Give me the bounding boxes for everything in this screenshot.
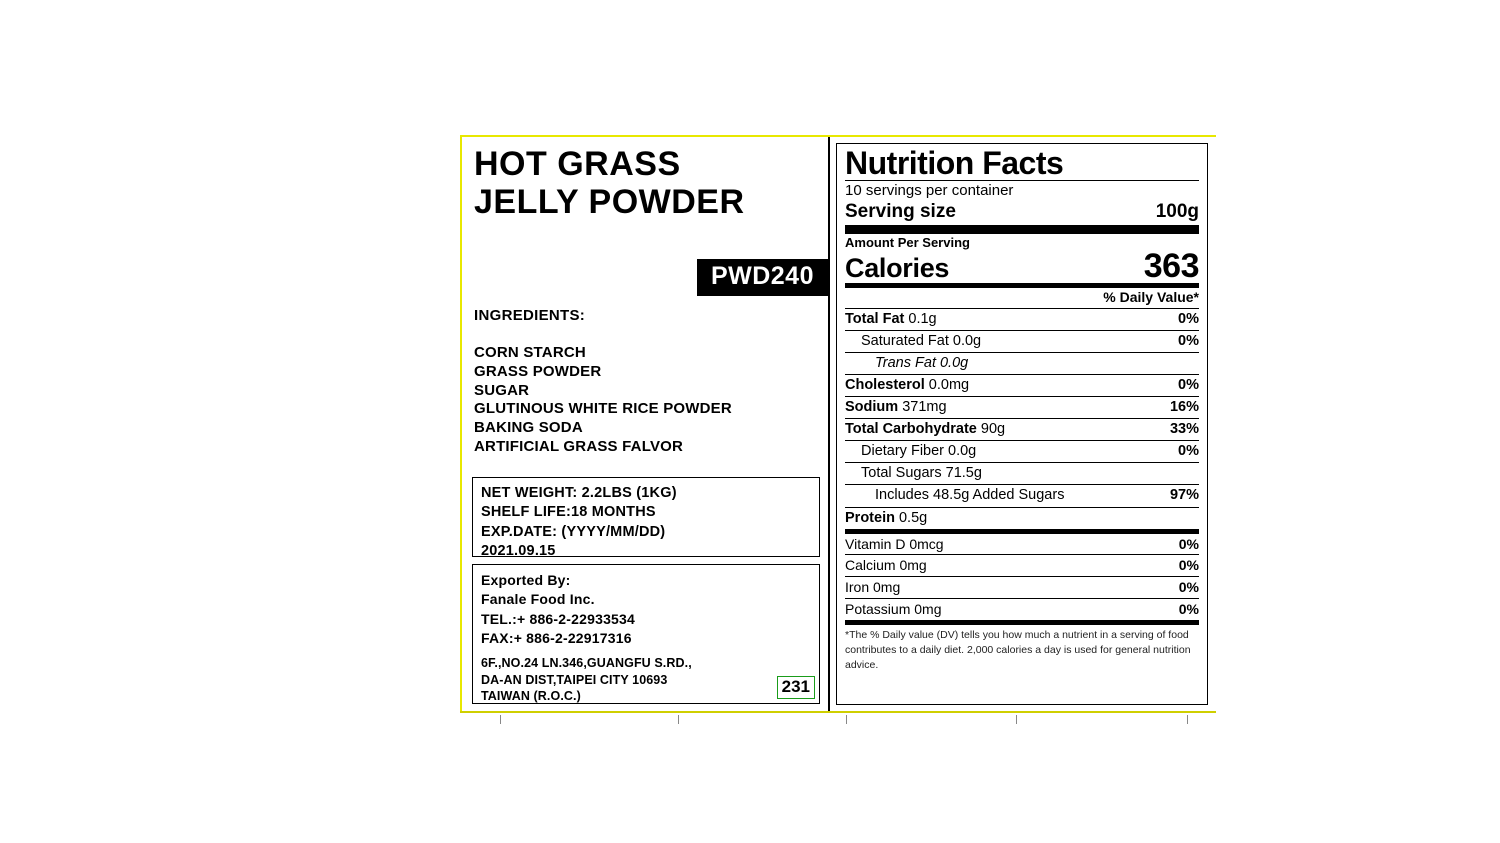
nutrient-amount: 0.0mg xyxy=(928,376,970,393)
list-item: GRASS POWDER xyxy=(474,362,602,380)
product-title-line-2: JELLY POWDER xyxy=(474,183,745,222)
vitamin-name: Calcium 0mg xyxy=(845,557,927,574)
list-item: ARTIFICIAL GRASS FALVOR xyxy=(474,437,684,455)
vitamin-row xyxy=(845,576,1199,598)
nutrient-row xyxy=(845,352,1199,374)
nutrient-name: Protein xyxy=(845,509,895,526)
exporter-address xyxy=(481,655,811,704)
nutrient-row xyxy=(845,374,1199,396)
nutrient-row xyxy=(845,308,1199,330)
product-title-line-1: HOT GRASS xyxy=(474,145,681,183)
nutrient-name: Saturated Fat 0.0g xyxy=(861,332,982,349)
nutrient-row xyxy=(845,330,1199,352)
calories-label: Calories xyxy=(845,253,950,284)
net-weight-line: NET WEIGHT: 2.2LBS (1KG) xyxy=(481,485,677,501)
nutrient-name: Includes 48.5g Added Sugars xyxy=(875,487,1065,504)
nutrient-daily-value: 0% xyxy=(1178,443,1199,460)
vitamin-name: Vitamin D 0mcg xyxy=(845,535,944,552)
exp-date-value-line: 2021.09.15 xyxy=(481,542,556,559)
address-line: DA-AN DIST,TAIPEI CITY 10693 xyxy=(481,672,668,687)
nutrient-daily-value: 0% xyxy=(1178,310,1199,327)
amount-per-serving-label: Amount Per Serving xyxy=(845,234,970,250)
nutrient-daily-value: 0% xyxy=(1178,376,1199,393)
daily-value-footnote: *The % Daily value (DV) tells you how much a nutrient in a serving of food contributes to a daily diet. 2,000 calories a day is used for general nutrition advice. xyxy=(845,620,1199,673)
nutrient-row xyxy=(845,396,1199,418)
nutrient-name: Sodium xyxy=(845,399,899,416)
nutrient-daily-value: 33% xyxy=(1169,421,1199,438)
nutrient-row xyxy=(845,440,1199,462)
nutrient-name: Cholesterol xyxy=(845,376,925,393)
nutrient-row xyxy=(845,462,1199,484)
exporter-tel: TEL.:+ 886-2-22933534 xyxy=(481,610,636,627)
address-line: TAIWAN (R.O.C.) xyxy=(481,688,581,703)
exporter-box xyxy=(472,564,820,704)
page-title xyxy=(474,145,830,221)
nutrition-facts-panel xyxy=(830,137,1214,711)
exporter-fax: FAX:+ 886-2-22917316 xyxy=(481,629,632,646)
vitamin-row xyxy=(845,554,1199,576)
nutrition-facts-title: Nutrition Facts xyxy=(845,145,1064,181)
vitamin-daily-value: 0% xyxy=(1178,557,1199,574)
serving-size-label: Serving size xyxy=(845,200,956,222)
nutrient-amount: 90g xyxy=(980,421,1006,438)
nutrient-daily-value: 16% xyxy=(1169,399,1199,416)
calories-value: 363 xyxy=(1143,247,1199,286)
net-weight-box xyxy=(472,477,820,557)
list-item: GLUTINOUS WHITE RICE POWDER xyxy=(474,400,732,418)
nutrient-daily-value: 0% xyxy=(1178,332,1199,349)
label-left-panel xyxy=(462,137,830,711)
serving-size-row xyxy=(845,201,1199,223)
vitamin-row xyxy=(845,534,1199,555)
nutrient-name: Trans Fat 0.0g xyxy=(875,354,969,371)
nutrient-row xyxy=(845,507,1199,529)
shelf-life-line: SHELF LIFE:18 MONTHS xyxy=(481,504,656,521)
list-item: CORN STARCH xyxy=(474,344,586,361)
label-tick-marks xyxy=(460,713,1216,727)
vitamin-daily-value: 0% xyxy=(1178,579,1199,596)
sku-badge: PWD240 xyxy=(697,259,828,296)
exporter-company: Fanale Food Inc. xyxy=(481,591,595,608)
nutrient-amount: 0.1g xyxy=(908,310,937,327)
nutrient-name: Total Carbohydrate xyxy=(845,421,977,438)
nutrient-name: Total Sugars 71.5g xyxy=(861,465,982,482)
nutrient-amount: 0.5g xyxy=(898,509,928,526)
nutrient-amount: 371mg xyxy=(902,399,947,416)
product-label xyxy=(460,135,1216,715)
servings-per-container: 10 servings per container xyxy=(845,181,1014,199)
lot-code-badge: 231 xyxy=(777,676,815,699)
ingredients-list xyxy=(474,344,732,457)
nutrient-name: Dietary Fiber 0.0g xyxy=(861,443,977,460)
serving-size-value: 100g xyxy=(1155,200,1199,222)
vitamin-name: Iron 0mg xyxy=(845,579,901,596)
calories-row xyxy=(845,247,1199,286)
nutrient-daily-value: 97% xyxy=(1169,487,1199,504)
vitamin-row xyxy=(845,598,1199,620)
nutrient-name: Total Fat xyxy=(845,310,905,327)
address-line: 6F.,NO.24 LN.346,GUANGFU S.RD., xyxy=(481,656,692,671)
list-item: SUGAR xyxy=(474,381,530,399)
nutrient-row xyxy=(845,484,1199,506)
vitamin-daily-value: 0% xyxy=(1178,535,1199,552)
vitamin-name: Potassium 0mg xyxy=(845,601,942,618)
exp-date-format-line: EXP.DATE: (YYYY/MM/DD) xyxy=(481,523,666,540)
exporter-heading: Exported By: xyxy=(481,572,571,588)
divider-thick xyxy=(845,225,1199,234)
list-item: BAKING SODA xyxy=(474,419,583,436)
ingredients-heading: INGREDIENTS: xyxy=(474,307,586,324)
vitamin-daily-value: 0% xyxy=(1178,601,1199,618)
nutrient-row xyxy=(845,418,1199,440)
daily-value-header: % Daily Value* xyxy=(1103,289,1199,306)
